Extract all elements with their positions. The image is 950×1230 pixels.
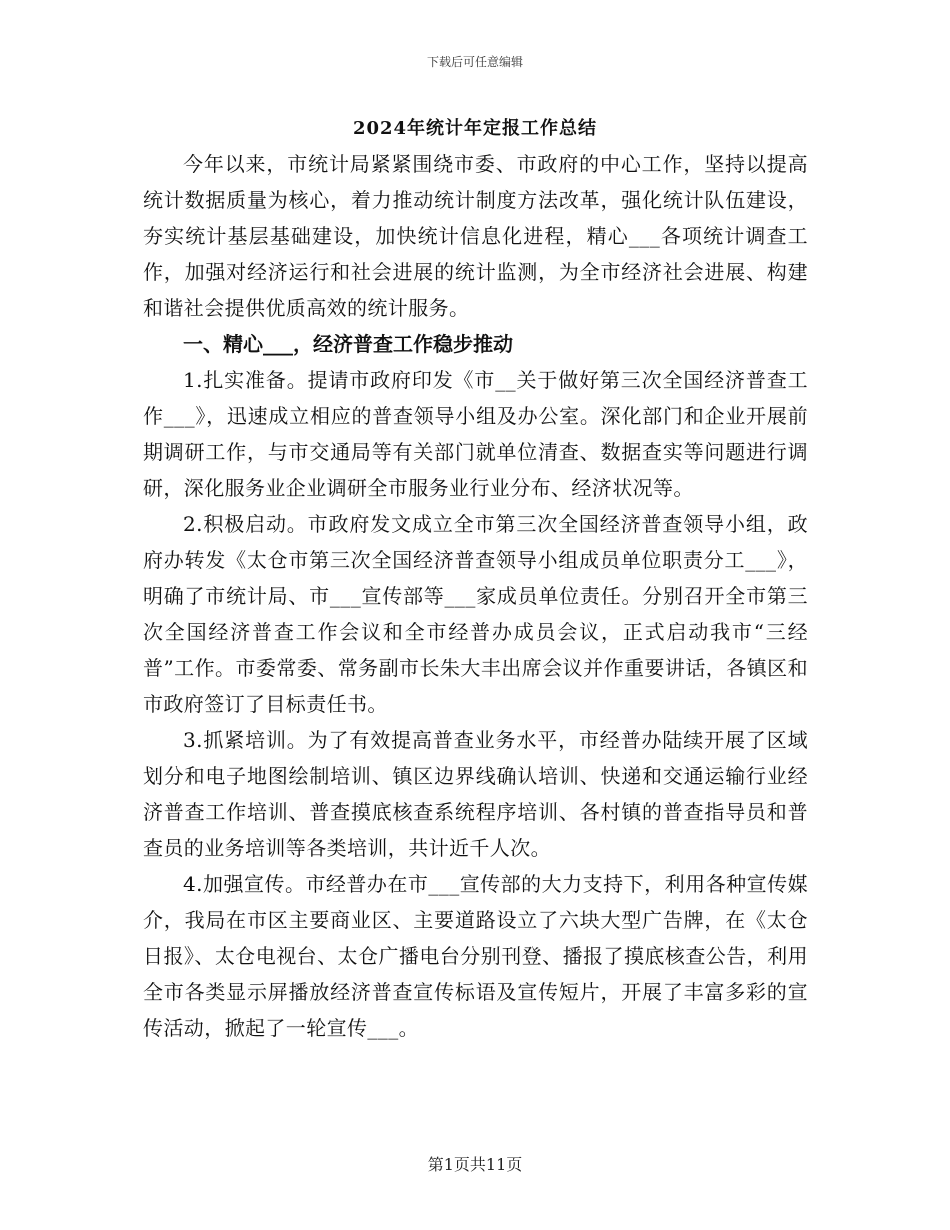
page-number: 第1页共11页 (427, 1155, 523, 1174)
section-heading: 一、精心___，经济普查工作稳步推动 (183, 332, 513, 356)
document-body (143, 146, 808, 1046)
list-item: 3.抓紧培训。为了有效提高普查业务水平，市经普办陆续开展了区域划分和电子地图绘制培训、镇区边界线确认培训、快递和交通运输行业经济普查工作培训、普查摸底核查系统程序培训、各村镇的普查指导员和普查员的业务培训等各类培训，共计近千人次。 (143, 728, 808, 860)
document-title: 2024年统计年定报工作总结 (352, 118, 598, 139)
list-item: 4.加强宣传。市经普办在市___宣传部的大力支持下，利用各种宣传媒介，我局在市区主要商业区、主要道路设立了六块大型广告牌，在《太仓日报》、太仓电视台、太仓广播电台分别刊登、播报了摸底核查公告，利用全市各类显示屏播放经济普查宣传标语及宣传短片，开展了丰富多彩的宣传活动，掀起了一轮宣传___。 (143, 872, 808, 1040)
download-note: 下载后可任意编辑 (426, 55, 523, 69)
list-item: 2.积极启动。市政府发文成立全市第三次全国经济普查领导小组，政府办转发《太仓市第三次全国经济普查领导小组成员单位职责分工___》，明确了市统计局、市___宣传部等___家成员单位责任。分别召开全市第三次全国经济普查工作会议和全市经普办成员会议，正式启动我市“三经普”工作。市委常委、常务副市长朱大丰出席会议并作重要讲话，各镇区和市政府签订了目标责任书。 (143, 512, 808, 716)
intro-paragraph: 今年以来，市统计局紧紧围绕市委、市政府的中心工作，坚持以提高统计数据质量为核心，着力推动统计制度方法改革，强化统计队伍建设，夯实统计基层基础建设，加快统计信息化进程，精心___各项统计调查工作，加强对经济运行和社会进展的统计监测，为全市经济社会进展、构建和谐社会提供优质高效的统计服务。 (143, 152, 808, 320)
list-item: 1.扎实准备。提请市政府印发《市__关于做好第三次全国经济普查工作___》，迅速成立相应的普查领导小组及办公室。深化部门和企业开展前期调研工作，与市交通局等有关部门就单位清查、数据查实等问题进行调研，深化服务业企业调研全市服务业行业分布、经济状况等。 (143, 368, 808, 500)
